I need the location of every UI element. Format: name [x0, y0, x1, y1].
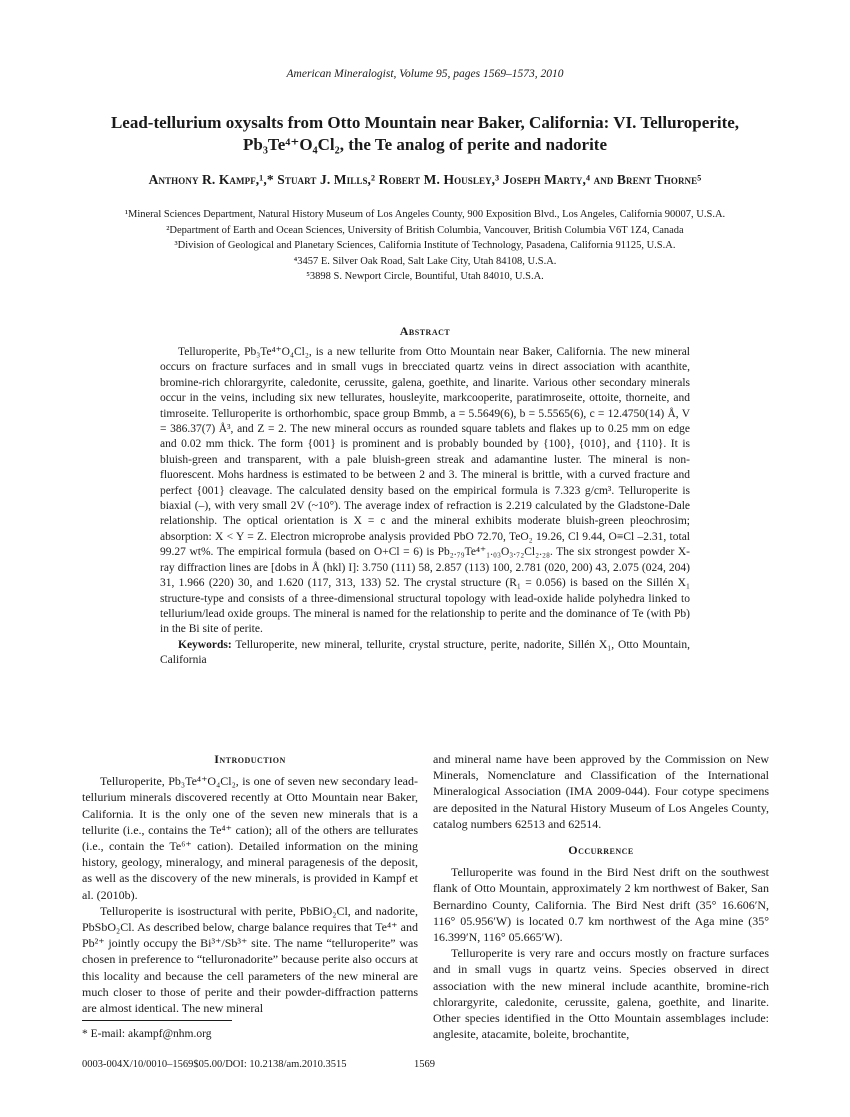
page-number: 1569: [414, 1059, 435, 1070]
occurrence-paragraph-1: Telluroperite was found in the Bird Nest drift on the southwest flank of Otto Mountain, approximately 2 km northwest of Baker, San Bernardino County, California. The Bird Nest drift (35° 16.606′N, 116° 05.956′W) is located 0.7 km northwest of the Aga mine (35° 16.399′N, 116° 05.665′W).: [433, 865, 769, 945]
affiliations: [40, 207, 810, 285]
abstract-body: [160, 345, 690, 669]
abstract-text: Telluroperite, Pb₃Te⁴⁺O₄Cl₂, is a new tellurite from Otto Mountain near Baker, California. The new mineral occurs on fracture surfaces and in small vugs in brecciated quartz veins in direct association with acanthite, bromine-rich chlorargyrite, caledonite, cerussite, galena, goethite, and linarite. Various other secondary minerals occur in the veins, including six new tellurates, housleyite, markcooperite, paratimroseite, ottoite, thorneite, and timroseite. Telluroperite is orthorhombic, space group Bmmb, a = 5.5649(6), b = 5.5565(6), c = 12.4750(14) Å, V = 386.37(7) Å³, and Z = 2. The new mineral occurs as rounded square tablets and flakes up to 0.25 mm on edge and 0.02 mm thick. The form {001} is prominent and is probably bounded by {100}, {010}, and {110}. It is bluish-green and transparent, with a pale bluish-green streak and adamantine luster. The mineral is non-fluorescent. Mohs hardness is estimated to be between 2 and 3. The mineral is brittle, with a curved fracture and perfect {001} cleavage. The calculated density based on the empirical formula is 7.323 g/cm³. Telluroperite is biaxial (–), with very small 2V (~10°). The average index of refraction is 2.219 calculated by the Gladstone-Dale relationship. The optical orientation is X = c and the mineral exhibits moderate bluish-green pleochrosim; absorption: X < Y = Z. Electron microprobe analysis provided PbO 72.70, TeO₂ 19.26, Cl 9.44, O≡Cl –2.31, total 99.27 wt%. The empirical formula (based on O+Cl = 6) is Pb₂.₇₉Te⁴⁺₁.₀₃O₃.₇₂Cl₂.₂₈. The six strongest powder X-ray diffraction lines are [dobs in Å (hkl) I]: 3.750 (111) 58, 2.857 (113) 100, 2.781 (020, 200) 43, 2.075 (024, 204) 31, 1.966 (220) 30, and 1.620 (117, 313, 133) 52. The crystal structure (R₁ = 0.056) is based on the Sillén X₁ structure-type and consists of a three-dimensional structural topology with lead-oxide halide polyhedra linked to tellurium/lead oxide groups. The mineral is named for the relationship to perite and the dominance of Te (with Pb) in the Bi site of perite.: [160, 346, 690, 636]
title-line-2: Pb₃Te⁴⁺O₄Cl₂, the Te analog of perite and nadorite: [242, 135, 608, 154]
occurrence-heading: Occurrence: [568, 843, 634, 858]
journal-header: American Mineralogist, Volume 95, pages 1569–1573, 2010: [286, 68, 564, 80]
keywords-label: Keywords:: [178, 638, 232, 651]
affiliation-5: ⁵3898 S. Newport Circle, Bountiful, Utah 84010, U.S.A.: [306, 271, 544, 282]
right-column: [433, 751, 769, 1042]
keywords-text: Telluroperite, new mineral, tellurite, crystal structure, perite, nadorite, Sillén X₁, Otto Mountain, California: [160, 638, 691, 667]
intro-continuation: and mineral name have been approved by the Commission on New Minerals, Nomenclature and Classification of the International Mineralogical Association (IMA 2009-044). Four cotype specimens are deposited in the Natural History Museum of Los Angeles County, catalog numbers 62513 and 62514.: [433, 752, 769, 831]
footnote-rule: [82, 1020, 232, 1021]
occurrence-paragraph-2: Telluroperite is very rare and occurs mostly on fracture surfaces and in small vugs in quartz veins. Species observed in direct association with the new mineral include acanthite, bromine-rich chlorargyrite, caledonite, cerussite, galena, goethite, and linarite. Other species identified in the Otto Mountain assemblages include: anglesite, atacamite, boleite, brochantite,: [433, 946, 769, 1042]
intro-paragraph-2: Telluroperite is isostructural with perite, PbBiO₂Cl, and nadorite, PbSbO₂Cl. As described below, charge balance requires that Te⁴⁺ and Pb²⁺ jointly occupy the Bi³⁺/Sb³⁺ site. The name “telluroperite” was chosen in preference to “telluronadorite” because perite also occurs at this locality and because the cell parameters of the new mineral are much closer to those of perite and their powder-diffraction patterns are almost identical. The new mineral: [82, 903, 418, 1016]
article-title: [60, 112, 790, 156]
intro-paragraph-1: Telluroperite, Pb₃Te⁴⁺O₄Cl₂, is one of seven new secondary lead-tellurium minerals discovered recently at Otto Mountain near Baker, California. It is the only one of the seven new minerals that is a tellurite (i.e., contains the Te⁴⁺ cation); all of the others are tellurates (i.e., contain the Te⁶⁺ cation). Detailed information on the mining history, geology, mineralogy, and mineral paragenesis of the deposit, as well as the discovery of the new minerals, is provided in Kampf et al. (2010b).: [82, 774, 418, 902]
introduction-heading: Introduction: [214, 752, 286, 766]
affiliation-1: ¹Mineral Sciences Department, Natural History Museum of Los Angeles County, 900 Exposition Blvd., Los Angeles, California 90007, U.S.A.: [124, 209, 726, 220]
doi-line: 0003-004X/10/0010–1569$05.00/DOI: 10.2138/am.2010.3515: [82, 1059, 347, 1070]
abstract-heading: Abstract: [399, 324, 451, 338]
title-line-1: Lead-tellurium oxysalts from Otto Mountain near Baker, California: VI. Telluroperite,: [110, 113, 740, 132]
keywords: [160, 638, 690, 669]
affiliation-3: ³Division of Geological and Planetary Sciences, California Institute of Technology, Pasadena, California 91125, U.S.A.: [174, 240, 676, 251]
affiliation-4: ⁴3457 E. Silver Oak Road, Salt Lake City, Utah 84108, U.S.A.: [293, 255, 557, 267]
author-list: Anthony R. Kampf,¹,* Stuart J. Mills,² Robert M. Housley,³ Joseph Marty,⁴ and Brent Thorne⁵: [148, 172, 702, 187]
affiliation-2: ²Department of Earth and Ocean Sciences, University of British Columbia, Vancouver, British Columbia V6T 1Z4, Canada: [166, 224, 684, 236]
footnote-email: * E-mail: akampf@nhm.org: [82, 1028, 212, 1040]
left-column: [82, 751, 418, 1016]
